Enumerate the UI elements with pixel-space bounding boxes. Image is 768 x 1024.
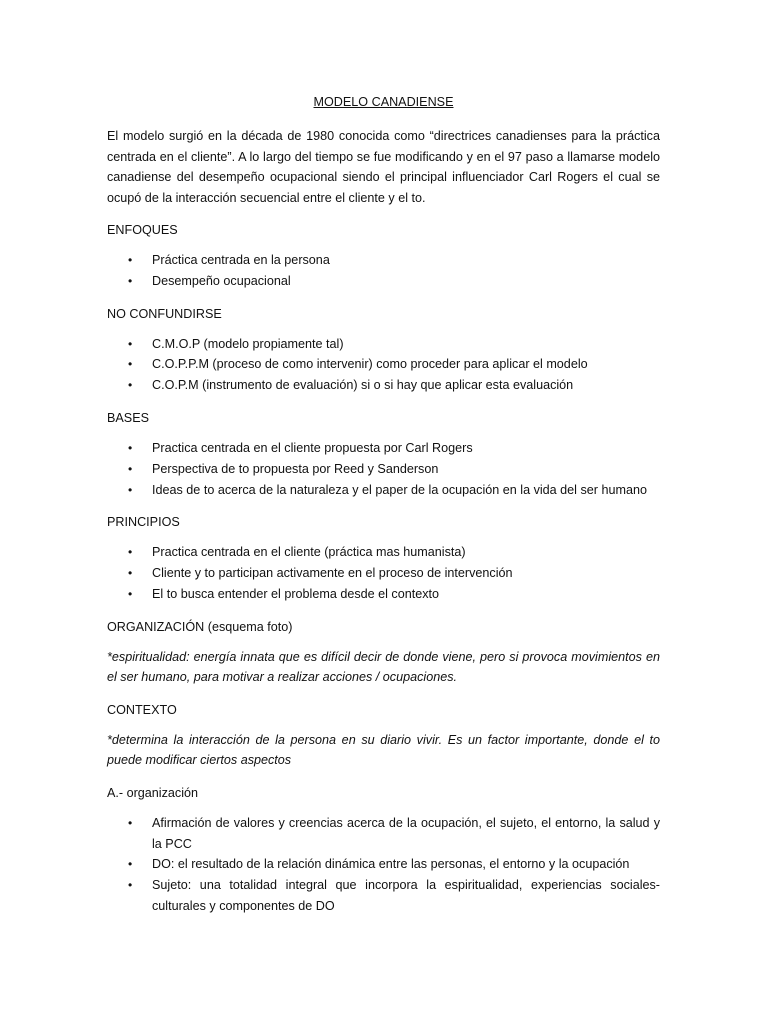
list-item: • C.O.P.M (instrumento de evaluación) si o si hay que aplicar esta evaluación (107, 375, 660, 396)
list-item: • Cliente y to participan activamente en el proceso de intervención (107, 563, 660, 584)
bullet-icon: • (128, 586, 133, 601)
list-item: • El to busca entender el problema desde el contexto (107, 584, 660, 605)
list-item: • C.O.P.P.M (proceso de como intervenir) como proceder para aplicar el modelo (107, 354, 660, 375)
list-principios (107, 542, 660, 604)
bullet-icon: • (128, 482, 133, 497)
bullet-icon: • (128, 273, 133, 288)
heading-bases: BASES (107, 410, 149, 425)
list-item: • Practica centrada en el cliente (práctica mas humanista) (107, 542, 660, 563)
list-item: • Afirmación de valores y creencias acerca de la ocupación, el sujeto, el entorno, la salud y la PCC (107, 813, 660, 855)
bullet-icon: • (128, 815, 133, 830)
bullet-icon: • (128, 878, 133, 893)
bullet-icon: • (128, 857, 133, 872)
intro-paragraph: El modelo surgió en la década de 1980 conocida como “directrices canadienses para la práctica centrada en el cliente”. A lo largo del tiempo se fue modificando y en el 97 paso a llamarse modelo canadiense del desempeño ocupacional siendo el principal influenciador Carl Rogers el cual se ocupó de la interacción secuencial entre el cliente y el to. (107, 129, 660, 205)
bullet-icon: • (128, 545, 133, 560)
list-item: • C.M.O.P (modelo propiamente tal) (107, 334, 660, 355)
document-page (107, 93, 660, 930)
list-item: • DO: el resultado de la relación dinámica entre las personas, el entorno y la ocupación (107, 854, 660, 875)
heading-no-confundirse: NO CONFUNDIRSE (107, 306, 222, 321)
list-item: • Ideas de to acerca de la naturaleza y el paper de la ocupación en la vida del ser humano (107, 480, 660, 501)
bullet-icon: • (128, 253, 133, 267)
list-item: • Perspectiva de to propuesta por Reed y Sanderson (107, 459, 660, 480)
heading-organizacion: ORGANIZACIÓN (esquema foto) (107, 619, 293, 634)
heading-contexto: CONTEXTO (107, 702, 177, 717)
heading-principios: PRINCIPIOS (107, 515, 180, 530)
list-no-confundirse (107, 334, 660, 396)
list-item: • Práctica centrada en la persona (107, 250, 660, 271)
list-item: • Practica centrada en el cliente propuesta por Carl Rogers (107, 438, 660, 459)
bullet-icon: • (128, 336, 133, 351)
list-bases (107, 438, 660, 500)
note-espiritualidad: *espiritualidad: energía innata que es difícil decir de donde viene, pero si provoca movimientos en el ser humano, para motivar a realizar acciones / ocupaciones. (107, 649, 660, 685)
bullet-icon: • (128, 440, 133, 455)
document-title: MODELO CANADIENSE (313, 95, 454, 109)
list-item: • Sujeto: una totalidad integral que incorpora la espiritualidad, experiencias sociales-culturales y componentes de DO (107, 875, 660, 917)
bullet-icon: • (128, 357, 133, 372)
list-item: • Desempeño ocupacional (107, 271, 660, 292)
bullet-icon: • (128, 566, 133, 581)
bullet-icon: • (128, 461, 133, 476)
note-contexto: *determina la interacción de la persona en su diario vivir. Es un factor importante, donde el to puede modificar ciertos aspectos (107, 732, 660, 768)
list-a-organizacion (107, 813, 660, 917)
heading-a-organizacion: A.- organización (107, 785, 199, 800)
bullet-icon: • (128, 378, 133, 393)
list-enfoques (107, 250, 660, 292)
heading-enfoques: ENFOQUES (107, 223, 178, 237)
